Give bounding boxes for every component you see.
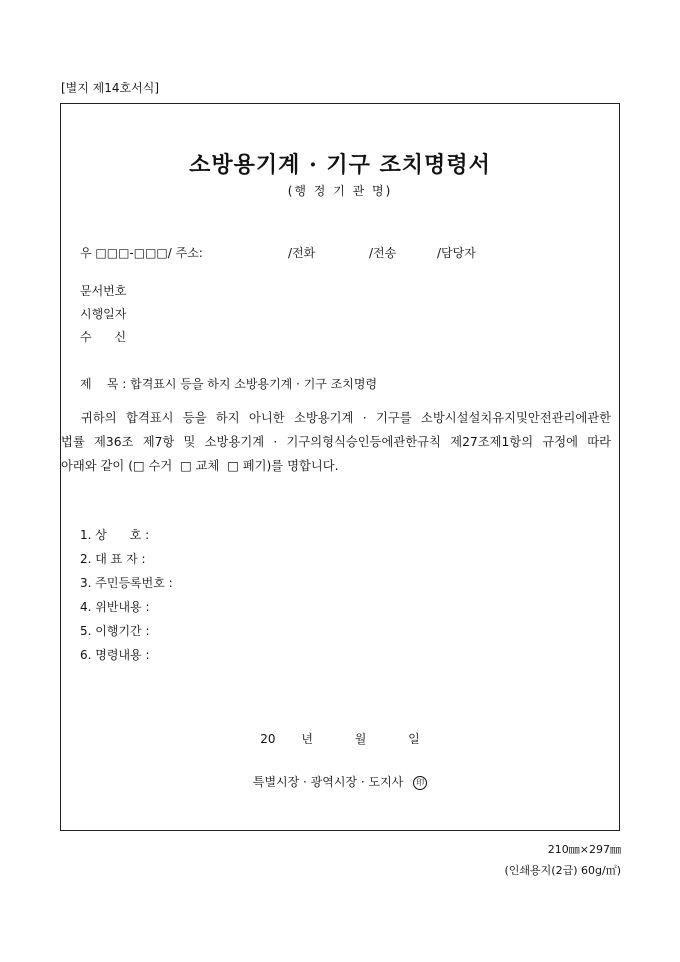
form-number-label: [별지 제14호서식] — [61, 81, 159, 95]
body-line: 귀하의 합격표시 등을 하지 아니한 소방용기계 · 기구를 소방시설설치유지및안전관리에관한 — [81, 411, 611, 425]
date-line — [61, 730, 619, 747]
body-line: 법률 제36조 제7항 및 소방용기계 · 기구의형식승인등에관한규칙 제27조제1항의 규정에 따라 — [61, 435, 611, 449]
item-violation: 4. 위반내용 : — [80, 600, 150, 614]
subject-line: 제 목 : 합격표시 등을 하지 소방용기계 · 기구 조치명령 — [80, 377, 378, 391]
issuer-line — [61, 773, 619, 790]
item-representative: 2. 대 표 자 : — [80, 552, 146, 566]
paper-spec: (인쇄용지(2급) 60g/㎡) — [504, 864, 621, 877]
body-paragraph — [61, 406, 621, 478]
date-year: 20 — [260, 732, 276, 746]
address-postal: 우 □□□-□□□/ 주소: — [80, 246, 203, 260]
seal-mark: 印 — [413, 776, 427, 790]
item-business-name: 1. 상 호 : — [80, 528, 150, 542]
document-title: 소방용기계 · 기구 조치명령서 — [189, 152, 491, 178]
item-resident-number: 3. 주민등록번호 : — [80, 576, 173, 590]
address-contact: /담당자 — [437, 246, 476, 260]
item-deadline: 5. 이행기간 : — [80, 624, 150, 638]
agency-name-placeholder: (행 정 기 관 명) — [287, 184, 393, 198]
document-frame — [60, 103, 620, 831]
item-order-content: 6. 명령내용 : — [80, 648, 150, 662]
body-line: 아래와 같이 (□ 수거 □ 교체 □ 폐기)를 명합니다. — [61, 459, 339, 473]
meta-issue-date: 시행일자 — [80, 307, 127, 321]
meta-doc-number: 문서번호 — [80, 284, 127, 298]
address-phone: /전화 — [288, 246, 316, 260]
meta-recipient: 수 신 — [80, 330, 127, 344]
address-fax: /전송 — [369, 246, 397, 260]
date-month: 월 — [354, 732, 367, 746]
date-year-unit: 년 — [301, 732, 313, 746]
issuer-title: 특별시장 · 광역시장 · 도지사 — [252, 775, 404, 789]
paper-size: 210㎜×297㎜ — [547, 843, 621, 856]
date-day: 일 — [408, 732, 420, 746]
